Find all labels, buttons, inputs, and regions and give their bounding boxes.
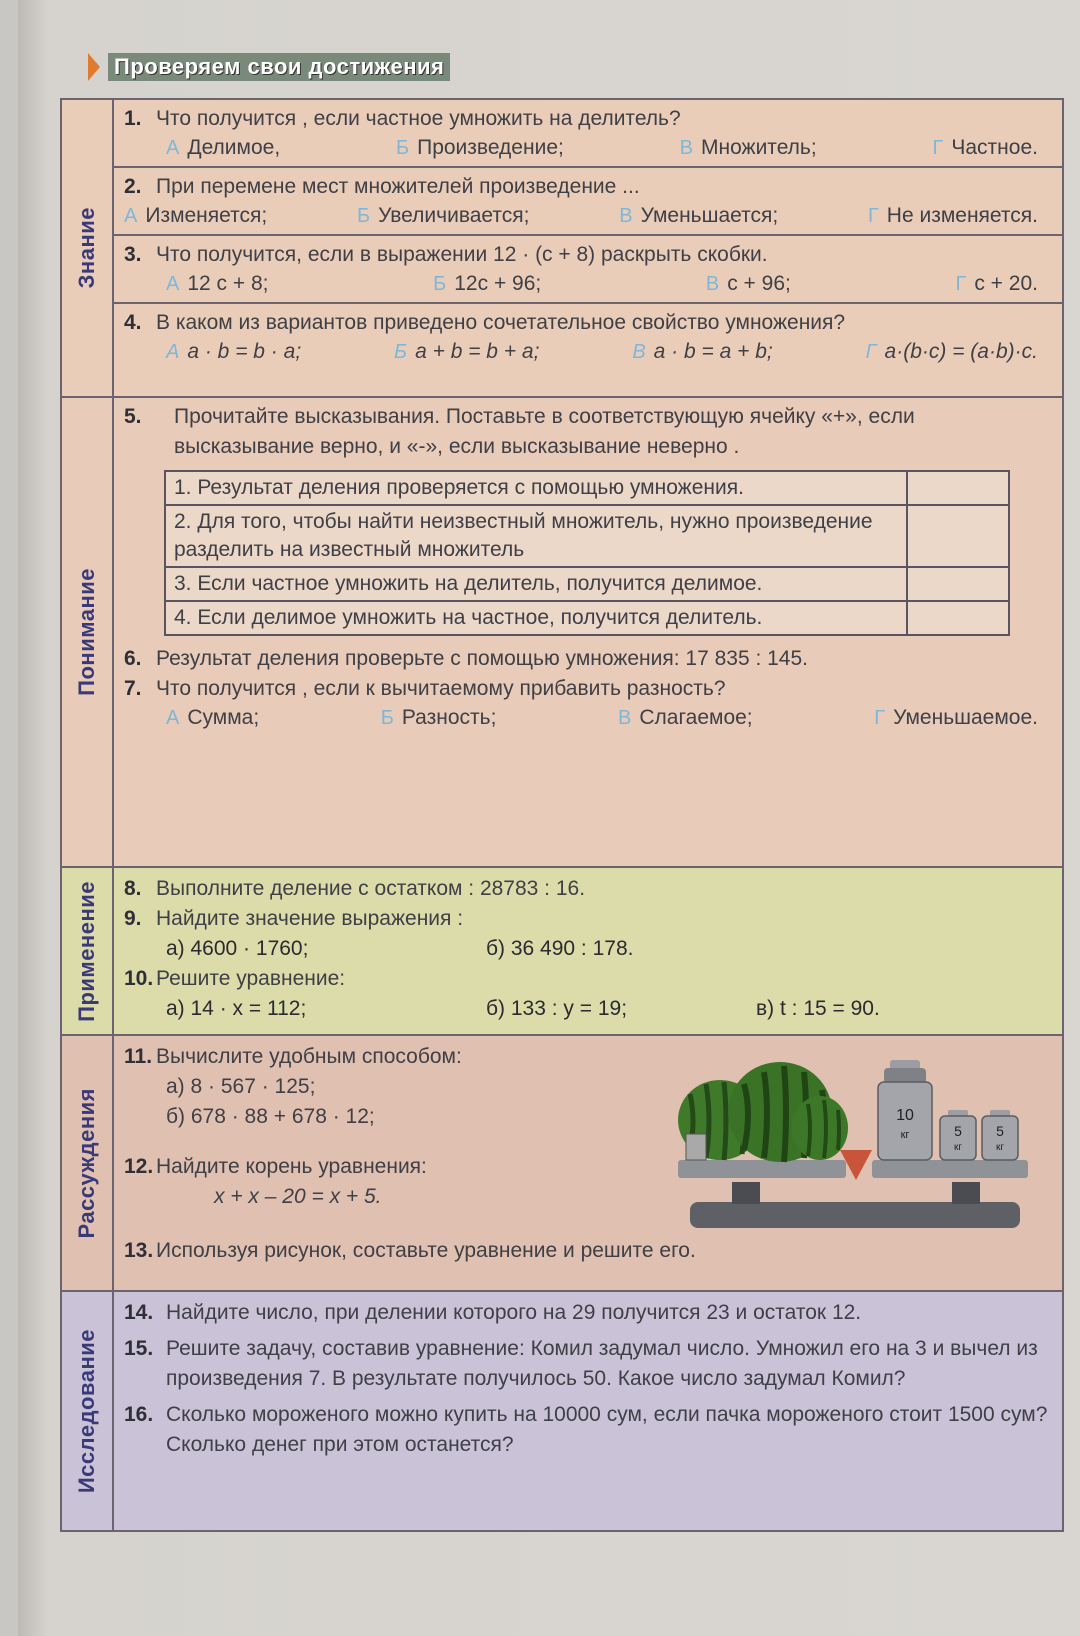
question-3: 3. Что получится, если в выражении 12 · (c + 8) раскрыть скобки. А 12 c + 8; Б 12c + 96; В c + 96; Г c + 20. [114,236,1062,304]
answer-cell[interactable] [907,505,1009,567]
question-text: Прочитайте высказывания. Поставьте в соответствующую ячейку «+», если высказывание верно, и «-», если высказывание неверно . [174,405,915,458]
weight-5kg [982,1110,1018,1160]
question-text: Результат деления проверьте с помощью умножения: 17 835 : 145. [156,647,808,670]
svg-text:кг: кг [953,1142,963,1153]
question-11: 11. Вычислите удобным способом: [124,1045,462,1068]
section-application: Применение 8. Выполните деление с остатком : 28783 : 16. 9. Найдите значение выражения : а) 4600 · 1760; б) 36 490 : 178. 10. Решите уравнение: а) 14 · x = 112; б) 133 : y = 19; в) t : 15 = 90. [62,868,1062,1036]
question-16: 16. Сколько мороженого можно купить на 10000 сум, если пачка мороженого стоит 1500 сум? Сколько денег при этом останется? [114,1400,1062,1460]
question-1: 1. Что получится , если частное умножить на делитель? А Делимое, Б Произведение; В Множитель; Г Частное. [114,100,1062,168]
exercise-sheet [60,98,1064,1532]
page-title: Проверяем свои достижения [108,53,450,81]
textbook-page [18,0,1080,1636]
scale-base [690,1202,1020,1228]
question-4: 4. В каком из вариантов приведено сочетательное свойство умножения? А a · b = b · a; Б a + b = b + a; В a · b = a + b; Г a·(b·c) = (a·b)·c. [114,304,1062,370]
svg-text:5: 5 [996,1123,1004,1139]
section-label-knowledge: Знание [74,207,99,289]
page-header [88,52,450,82]
answer-options: А Сумма; Б Разность; В Слагаемое; Г Уменьшаемое. [166,706,1038,729]
section-reasoning: Рассуждения 11. Вычислите удобным способом: а) 8 · 567 · 125; б) 678 · 88 + 678 · 12; 12. Найдите корень уравнения: x + x – 20 = x + 5. 13. Используя рисунок, составьте уравнение и решите его. 10 кг 5 кг 5 кг [62,1036,1062,1292]
question-9: 9. Найдите значение выражения : [124,907,464,930]
question-13: 13. Используя рисунок, составьте уравнение и решите его. [124,1239,696,1262]
question-7: 7. Что получится , если к вычитаемому прибавить разность? [124,677,726,700]
answer-options: А 12 c + 8; Б 12c + 96; В c + 96; Г c + 20. [166,272,1038,295]
question-text: Сколько мороженого можно купить на 10000 сум, если пачка мороженого стоит 1500 сум? Сколько денег при этом останется? [166,1403,1048,1456]
question-5: 5. Прочитайте высказывания. Поставьте в соответствующую ячейку «+», если высказывание верно, и «-», если высказывание неверно . [114,402,1062,462]
answer-options: А Делимое, Б Произведение; В Множитель; Г Частное. [166,136,1038,159]
question-15: 15. Решите задачу, составив уравнение: Комил задумал число. Умножил его на 3 и вычел из произведения 7. В результате получилось 50. Какое число задумал Комил? [114,1334,1062,1394]
table-row: 2. Для того, чтобы найти неизвестный множитель, нужно произведение разделить на известный множитель [165,505,1009,567]
question-14: 14. Найдите число, при делении которого на 29 получится 23 и остаток 12. [114,1298,1062,1328]
weight-5kg [940,1110,976,1160]
question-text: Вычислите удобным способом: [156,1045,462,1068]
table-row: 4. Если делимое умножить на частное, получится делитель. [165,601,1009,635]
question-text: Выполните деление с остатком : 28783 : 16. [156,877,586,900]
question-text: Найдите значение выражения : [156,907,464,930]
section-label-understanding: Понимание [74,568,99,696]
answer-cell[interactable] [907,601,1009,635]
chevron-icon [88,53,100,81]
weight-10kg [878,1060,932,1160]
svg-text:5: 5 [954,1123,962,1139]
table-row: 1. Результат деления проверяется с помощью умножения. [165,471,1009,505]
question-text: Что получится , если к вычитаемому прибавить разность? [156,677,726,700]
section-understanding [62,398,1062,868]
question-text: Решите уравнение: [156,967,346,990]
answer-cell[interactable] [907,567,1009,601]
table-row: 3. Если частное умножить на делитель, получится делимое. [165,567,1009,601]
question-2: 2. При перемене мест множителей произведение ... А Изменяется; Б Увеличивается; В Уменьшается; Г Не изменяется. [114,168,1062,236]
statements-table [164,470,1010,636]
right-pan [872,1160,1028,1178]
question-text: Решите задачу, составив уравнение: Комил задумал число. Умножил его на 3 и вычел из произведения 7. В результате получилось 50. Какое число задумал Комил? [166,1337,1038,1390]
question-text: Найдите корень уравнения: [156,1155,427,1178]
question-text: При перемене мест множителей произведение ... [156,175,640,198]
svg-text:10: 10 [896,1107,914,1124]
question-6: 6. Результат деления проверьте с помощью умножения: 17 835 : 145. [124,647,808,670]
svg-text:кг: кг [900,1129,910,1141]
section-label-application: Применение [74,880,99,1022]
section-research [62,1292,1062,1530]
answer-options: А Изменяется; Б Увеличивается; В Уменьшается; Г Не изменяется. [124,204,1038,227]
left-pan [678,1160,846,1178]
section-knowledge [62,100,1062,398]
question-text: В каком из вариантов приведено сочетательное свойство умножения? [156,311,846,334]
section-label-reasoning: Рассуждения [74,1087,99,1239]
question-text: Найдите число, при делении которого на 29 получится 23 и остаток 12. [166,1301,862,1324]
question-12: 12. Найдите корень уравнения: [124,1155,427,1178]
question-8: 8. Выполните деление с остатком : 28783 : 16. [124,877,586,900]
watermelon-icon [792,1096,848,1160]
question-text: Что получится , если частное умножить на делитель? [156,107,681,130]
question-10: 10. Решите уравнение: [124,967,346,990]
answer-cell[interactable] [907,471,1009,505]
svg-text:кг: кг [995,1142,1005,1153]
question-text: Что получится, если в выражении 12 · (c + 8) раскрыть скобки. [156,243,768,266]
question-text: Используя рисунок, составьте уравнение и решите его. [156,1239,696,1262]
section-label-research: Исследование [74,1328,99,1494]
answer-options: А a · b = b · a; Б a + b = b + a; В a · b = a + b; Г a·(b·c) = (a·b)·c. [166,340,1038,363]
scale-illustration [672,1054,1032,1244]
